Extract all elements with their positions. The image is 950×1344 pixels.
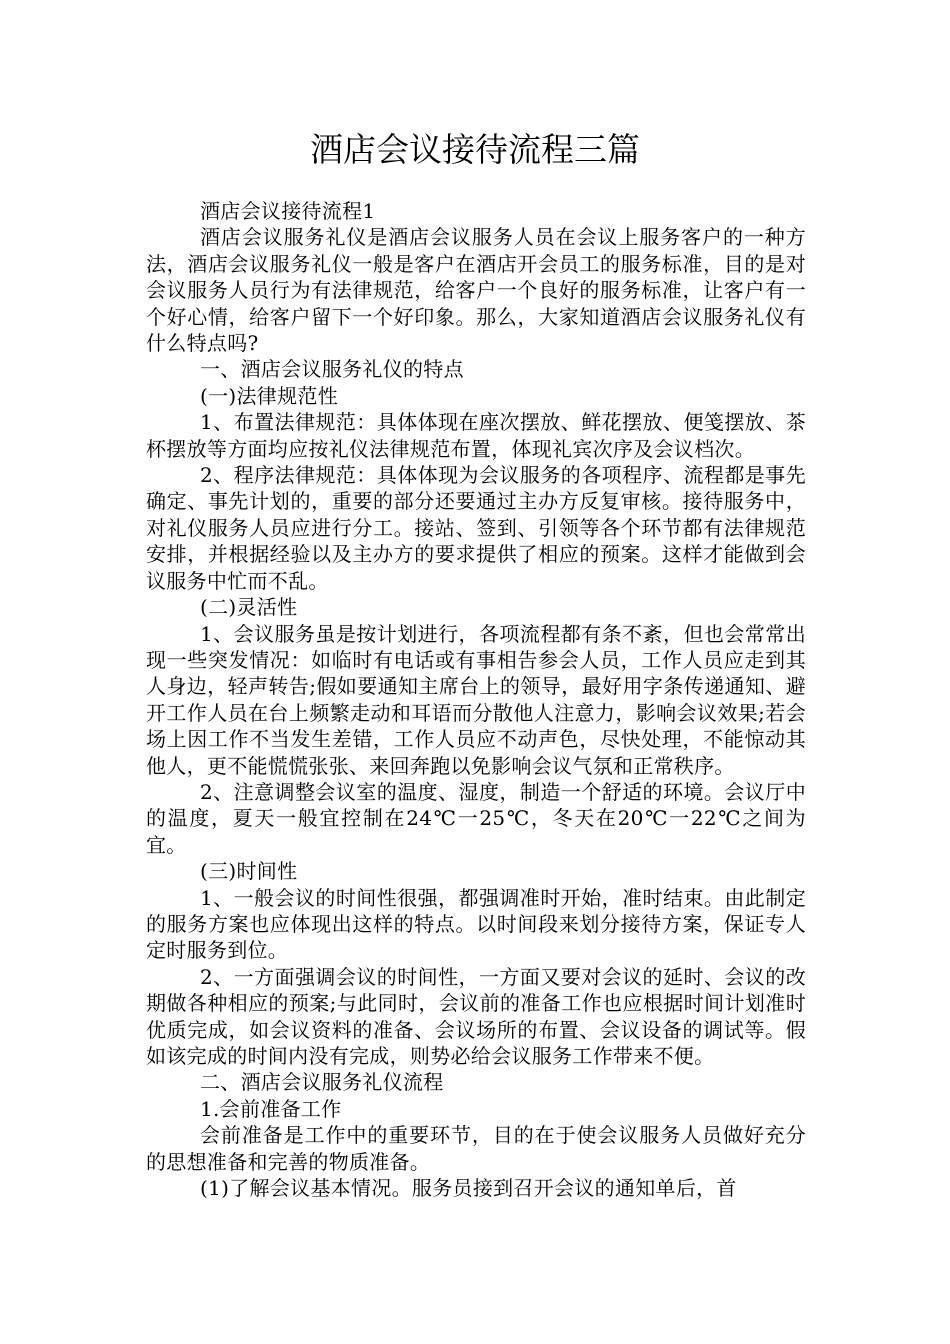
document-body bbox=[146, 198, 806, 1201]
paragraph: 会前准备是工作中的重要环节，目的在于使会议服务人员做好充分的思想准备和完善的物质准备。 bbox=[146, 1123, 806, 1174]
subsection-heading: 1.会前准备工作 bbox=[200, 1096, 342, 1121]
paragraph: 1、布置法律规范：具体体现在座次摆放、鲜花摆放、便笺摆放、茶杯摆放等方面均应按礼仪法律规范布置，体现礼宾次序及会议档次。 bbox=[146, 410, 806, 461]
paragraph: 1、一般会议的时间性很强，都强调准时开始，准时结束。由此制定的服务方案也应体现出这样的特点。以时间段来划分接待方案，保证专人定时服务到位。 bbox=[146, 885, 806, 963]
paragraph: 2、程序法律规范：具体体现为会议服务的各项程序、流程都是事先确定、事先计划的，重要的部分还要通过主办方反复审核。接待服务中，对礼仪服务人员应进行分工。接站、签到、引领等各个环节都有法律规范安排，并根据经验以及主办方的要求提供了相应的预案。这样才能做到会议服务中忙而不乱。 bbox=[146, 463, 806, 593]
section-heading: 二、酒店会议服务礼仪流程 bbox=[200, 1070, 444, 1095]
subsection-heading: (二)灵活性 bbox=[200, 595, 298, 620]
document-title: 酒店会议接待流程三篇 bbox=[310, 130, 640, 169]
subsection-heading: (三)时间性 bbox=[200, 859, 298, 884]
paragraph: 1、会议服务虽是按计划进行，各项流程都有条不紊，但也会常常出现一些突发情况：如临时有电话或有事相告参会人员，工作人员应走到其人身边，轻声转告;假如要通知主席台上的领导，最好用字条传递通知、避开工作人员在台上频繁走动和耳语而分散他人注意力，影响会议效果;若会场上因工作不当发生差错，工作人员应不动声色，尽快处理，不能惊动其他人，更不能慌慌张张、来回奔跑以免影响会议气氛和正常秩序。 bbox=[146, 621, 806, 778]
paragraph: (1)了解会议基本情况。服务员接到召开会议的通知单后，首 bbox=[200, 1176, 737, 1201]
section-heading: 一、酒店会议服务礼仪的特点 bbox=[200, 357, 464, 382]
subsection-heading: (一)法律规范性 bbox=[200, 383, 339, 408]
paragraph: 酒店会议服务礼仪是酒店会议服务人员在会议上服务客户的一种方法，酒店会议服务礼仪一般是客户在酒店开会员工的服务标准，目的是对会议服务人员行为有法律规范，给客户一个良好的服务标准，让客户有一个好心情，给客户留下一个好印象。那么，大家知道酒店会议服务礼仪有什么特点吗? bbox=[146, 225, 806, 356]
section-heading: 酒店会议接待流程1 bbox=[200, 199, 376, 223]
paragraph: 2、注意调整会议室的温度、湿度，制造一个舒适的环境。会议厅中的温度，夏天一般宜控制在24℃一25℃，冬天在20℃一22℃之间为宜。 bbox=[146, 779, 806, 857]
paragraph: 2、一方面强调会议的时间性，一方面又要对会议的延时、会议的改期做各种相应的预案;与此同时，会议前的准备工作也应根据时间计划准时优质完成，如会议资料的准备、会议场所的布置、会议设备的调试等。假如该完成的时间内没有完成，则势必给会议服务工作带来不便。 bbox=[146, 964, 806, 1068]
